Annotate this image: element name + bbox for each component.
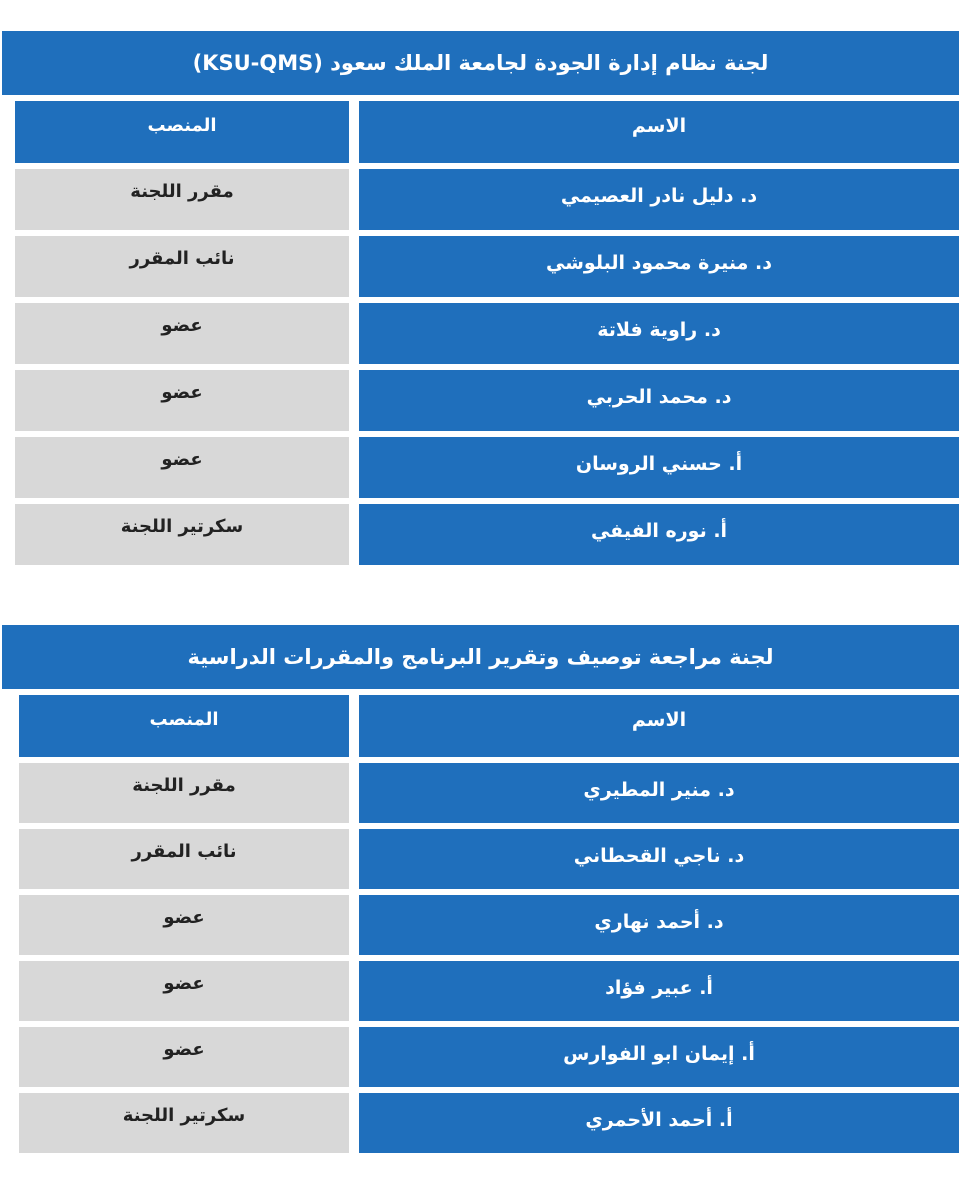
member-position: سكرتير اللجنة [15,504,349,565]
member-position: نائب المقرر [15,236,349,297]
member-name: د. دليل نادر العصيمي [359,169,959,230]
member-name: د. ناجي القحطاني [359,829,959,889]
member-position: عضو [19,895,349,955]
member-position: نائب المقرر [19,829,349,889]
table-row [2,895,959,955]
member-name: أ. عبير فؤاد [359,961,959,1021]
member-position: سكرتير اللجنة [19,1093,349,1153]
member-position: مقرر اللجنة [19,763,349,823]
committee-table-qms [2,31,959,571]
member-name: أ. أحمد الأحمري [359,1093,959,1153]
member-position: عضو [19,961,349,1021]
member-name: د. منير المطيري [359,763,959,823]
member-position: عضو [15,437,349,498]
table-row [2,763,959,823]
member-name: د. راوية فلاتة [359,303,959,364]
name-column-header: الاسم [359,695,959,757]
table-header-row [2,695,959,757]
position-column-header: المنصب [19,695,349,757]
committee-table-program-review [2,625,959,1159]
table-row [2,169,959,230]
position-column-header: المنصب [15,101,349,163]
table-row [2,961,959,1021]
committee-title: لجنة مراجعة توصيف وتقرير البرنامج والمقررات الدراسية [2,625,959,689]
member-name: د. محمد الحربي [359,370,959,431]
table-row [2,1093,959,1153]
member-name: د. منيرة محمود البلوشي [359,236,959,297]
table-row [2,303,959,364]
table-header-row [2,101,959,163]
table-row [2,504,959,565]
table-row [2,236,959,297]
member-position: مقرر اللجنة [15,169,349,230]
name-column-header: الاسم [359,101,959,163]
member-name: د. أحمد نهاري [359,895,959,955]
member-name: أ. نوره الفيفي [359,504,959,565]
member-name: أ. إيمان ابو الفوارس [359,1027,959,1087]
table-row [2,1027,959,1087]
member-position: عضو [19,1027,349,1087]
table-row [2,829,959,889]
member-position: عضو [15,303,349,364]
table-row [2,370,959,431]
committee-title: لجنة نظام إدارة الجودة لجامعة الملك سعود (KSU-QMS) [2,31,959,95]
member-position: عضو [15,370,349,431]
member-name: أ. حسني الروسان [359,437,959,498]
table-row [2,437,959,498]
